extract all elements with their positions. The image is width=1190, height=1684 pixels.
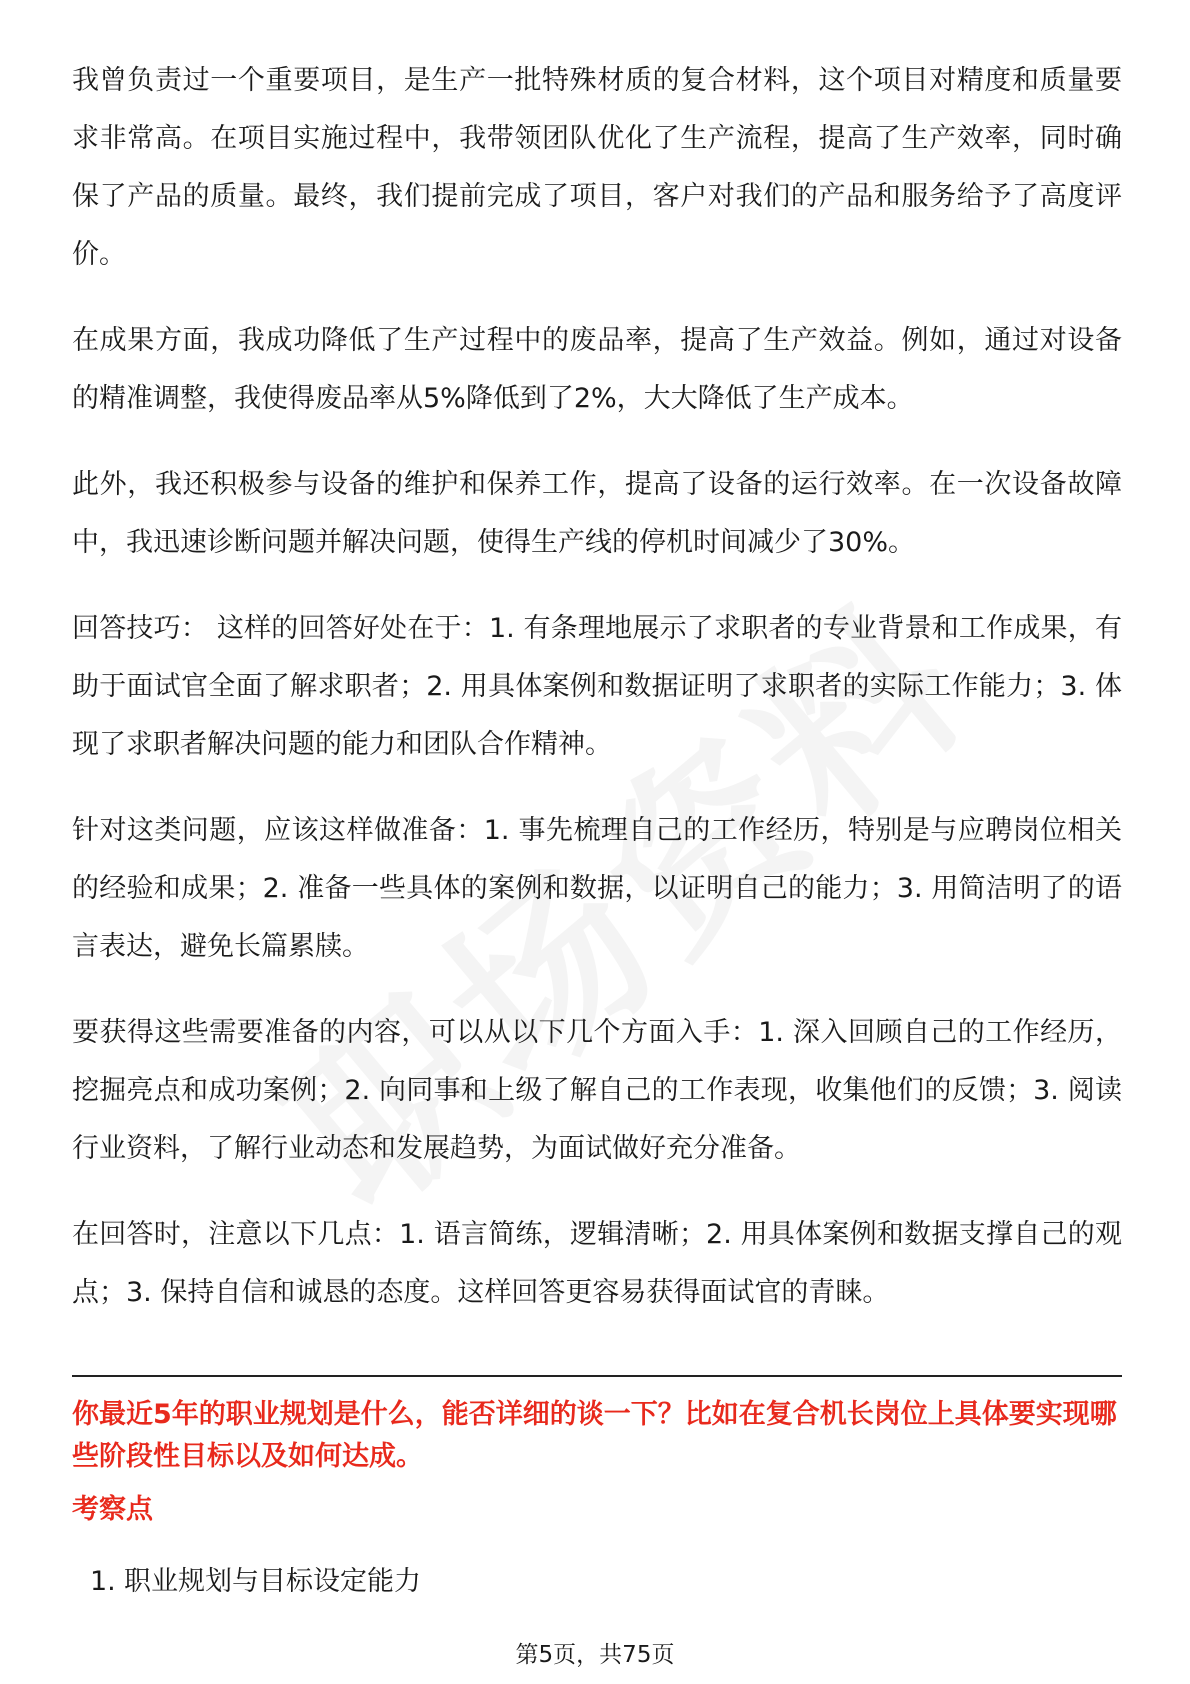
paragraph-sources: 要获得这些需要准备的内容，可以从以下几个方面入手：1. 深入回顾自己的工作经历，挖掘亮点和成功案例；2. 向同事和上级了解自己的工作表现，收集他们的反馈；3. 阅读行业资料，了解行业动态和发展趋势，为面试做好充分准备。 [72, 1017, 1122, 1164]
paragraph-project: 我曾负责过一个重要项目，是生产一批特殊材质的复合材料，这个项目对精度和质量要求非常高。在项目实施过程中，我带领团队优化了生产流程，提高了生产效率，同时确保了产品的质量。最终，我们提前完成了项目，客户对我们的产品和服务给予了高度评价。 [72, 65, 1122, 270]
question-heading: 你最近5年的职业规划是什么，能否详细的谈一下？比如在复合机长岗位上具体要实现哪些阶段性目标以及如何达成。 [72, 1399, 1117, 1472]
page-number: 第5页，共75页 [515, 1642, 675, 1668]
assessment-label: 考察点 [72, 1494, 153, 1525]
paragraph-notes: 在回答时，注意以下几点：1. 语言简练，逻辑清晰；2. 用具体案例和数据支撑自己的观点；3. 保持自信和诚恳的态度。这样回答更容易获得面试官的青睐。 [72, 1219, 1122, 1308]
paragraph-preparation: 针对这类问题，应该这样做准备：1. 事先梳理自己的工作经历，特别是与应聘岗位相关的经验和成果；2. 准备一些具体的案例和数据，以证明自己的能力；3. 用简洁明了的语言表达，避免长篇累牍。 [72, 815, 1122, 962]
section-divider [72, 1375, 1122, 1377]
paragraph-maintenance: 此外，我还积极参与设备的维护和保养工作，提高了设备的运行效率。在一次设备故障中，我迅速诊断问题并解决问题，使得生产线的停机时间减少了30%。 [72, 469, 1122, 558]
list-item-number: 1. [90, 1566, 116, 1597]
list-item [90, 1562, 421, 1602]
body-text [72, 52, 1122, 1350]
list-item-text: 职业规划与目标设定能力 [124, 1566, 421, 1597]
paragraph-answer-tips: 回答技巧： 这样的回答好处在于：1. 有条理地展示了求职者的专业背景和工作成果，有助于面试官全面了解求职者；2. 用具体案例和数据证明了求职者的实际工作能力；3. 体现了求职者解决问题的能力和团队合作精神。 [72, 613, 1122, 760]
paragraph-results: 在成果方面，我成功降低了生产过程中的废品率，提高了生产效益。例如，通过对设备的精准调整，我使得废品率从5%降低到了2%，大大降低了生产成本。 [72, 325, 1122, 414]
